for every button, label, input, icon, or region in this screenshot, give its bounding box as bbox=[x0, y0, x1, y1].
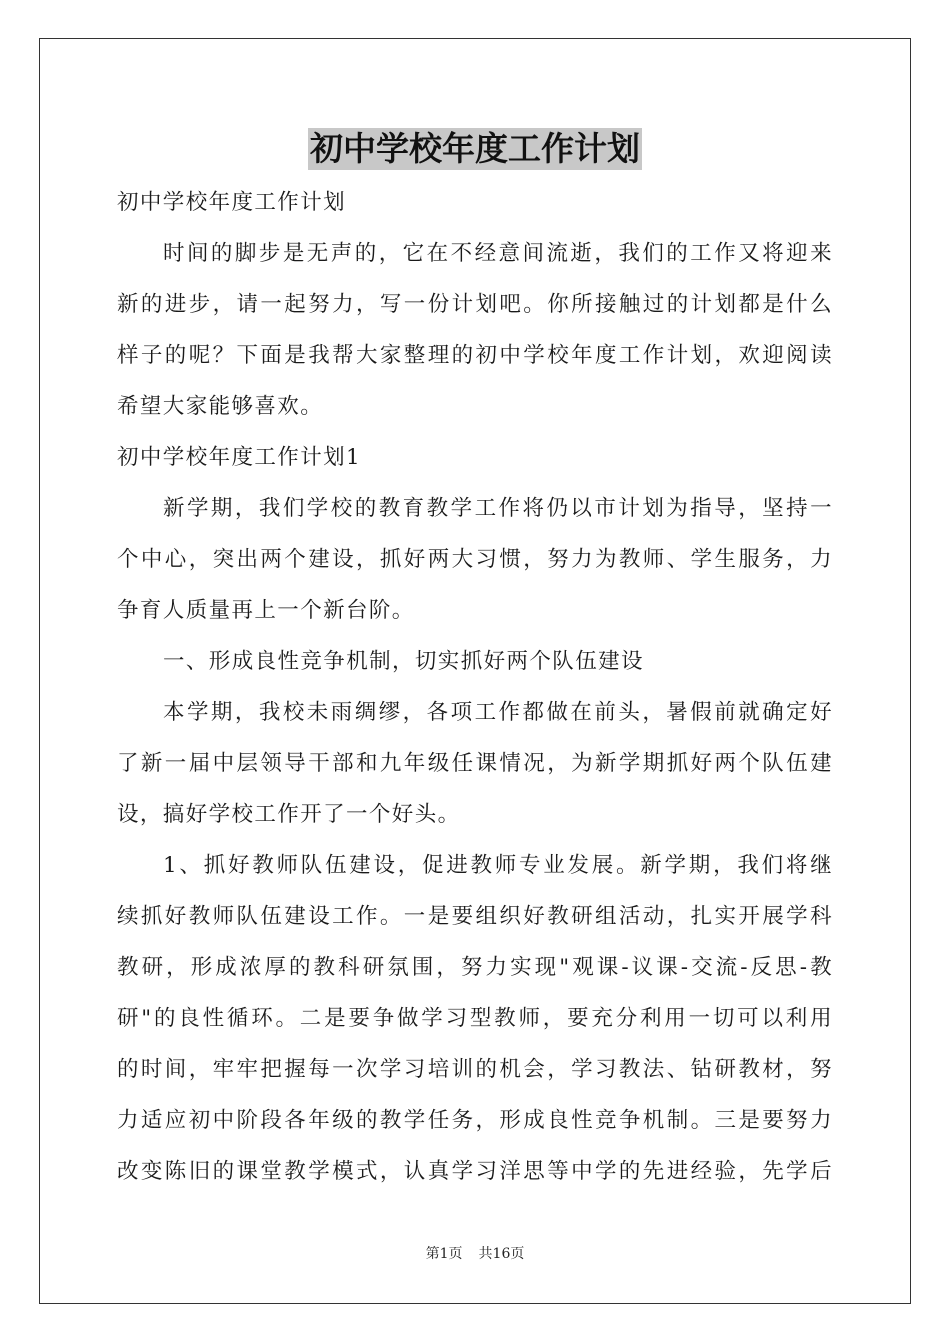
paragraph-line: 争育人质量再上一个新台阶。 bbox=[117, 598, 415, 623]
paragraph-line: 个中心，突出两个建设，抓好两大习惯，努力为教师、学生服务，力 bbox=[117, 547, 833, 572]
paragraph-line: 本学期，我校未雨绸缪，各项工作都做在前头，暑假前就确定好 bbox=[163, 700, 833, 725]
paragraph-line: 研"的良性循环。二是要争做学习型教师，要充分利用一切可以利用 bbox=[117, 1006, 833, 1031]
paragraph-line: 教研，形成浓厚的教科研氛围，努力实现"观课-议课-交流-反思-教 bbox=[117, 955, 833, 980]
paragraph-line: 新的进步，请一起努力，写一份计划吧。你所接触过的计划都是什么 bbox=[117, 292, 833, 317]
page-footer bbox=[0, 1243, 950, 1263]
paragraph-line: 1、抓好教师队伍建设，促进教师专业发展。新学期，我们将继 bbox=[163, 853, 833, 878]
document-body bbox=[117, 177, 833, 1197]
document-title: 初中学校年度工作计划 bbox=[310, 129, 640, 168]
page-number: 第1页 bbox=[425, 1246, 463, 1262]
paragraph-line: 希望大家能够喜欢。 bbox=[117, 394, 324, 419]
paragraph-line: 力适应初中阶段各年级的教学任务，形成良性竞争机制。三是要努力 bbox=[117, 1108, 833, 1133]
paragraph-line: 新学期，我们学校的教育教学工作将仍以市计划为指导，坚持一 bbox=[163, 496, 833, 521]
subsection-heading: 一、形成良性竞争机制，切实抓好两个队伍建设 bbox=[163, 649, 644, 674]
paragraph-line: 的时间，牢牢把握每一次学习培训的机会，学习教法、钻研教材，努 bbox=[117, 1057, 833, 1082]
page-total: 共16页 bbox=[478, 1246, 525, 1262]
title-area bbox=[0, 128, 950, 170]
section-heading: 初中学校年度工作计划1 bbox=[117, 445, 362, 470]
paragraph-line: 改变陈旧的课堂教学模式，认真学习洋思等中学的先进经验，先学后 bbox=[117, 1159, 833, 1184]
paragraph-line: 续抓好教师队伍建设工作。一是要组织好教研组活动，扎实开展学科 bbox=[117, 904, 833, 929]
paragraph-line: 了新一届中层领导干部和九年级任课情况，为新学期抓好两个队伍建 bbox=[117, 751, 833, 776]
subtitle-line: 初中学校年度工作计划 bbox=[117, 190, 347, 215]
paragraph-line: 设，搞好学校工作开了一个好头。 bbox=[117, 802, 461, 827]
paragraph-line: 时间的脚步是无声的，它在不经意间流逝，我们的工作又将迎来 bbox=[163, 241, 833, 266]
paragraph-line: 样子的呢？下面是我帮大家整理的初中学校年度工作计划，欢迎阅读 bbox=[117, 343, 833, 368]
